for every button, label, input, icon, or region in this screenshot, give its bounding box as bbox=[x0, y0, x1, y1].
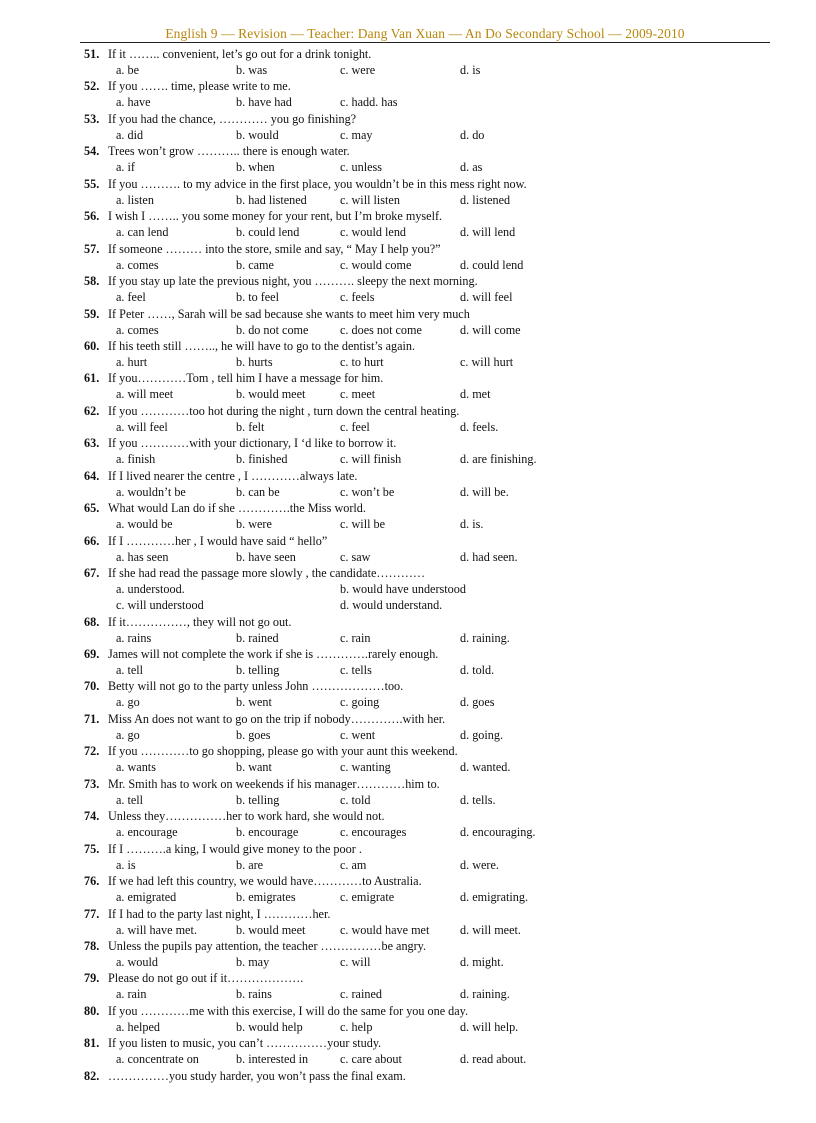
answer-options bbox=[84, 694, 774, 710]
question-item bbox=[84, 678, 774, 710]
answer-options bbox=[84, 759, 774, 775]
question-number: 70. bbox=[84, 679, 100, 694]
question-text: Miss An does not want to go on the trip if nobody………….with her. bbox=[108, 711, 446, 726]
question-stem bbox=[84, 970, 774, 986]
answer-option[interactable]: c. unless bbox=[340, 160, 382, 175]
question-item bbox=[84, 776, 774, 808]
answer-option[interactable]: b. would meet bbox=[236, 387, 306, 402]
question-item bbox=[84, 500, 774, 532]
answer-options bbox=[84, 127, 774, 143]
answer-options bbox=[84, 549, 774, 565]
question-number: 51. bbox=[84, 47, 100, 61]
answer-option[interactable]: b. telling bbox=[236, 792, 280, 807]
question-stem bbox=[84, 241, 774, 257]
answer-option[interactable]: a. will feel bbox=[116, 419, 168, 434]
question-stem bbox=[84, 711, 774, 727]
answer-option[interactable]: d. told. bbox=[460, 663, 495, 678]
answer-option[interactable]: a. comes bbox=[116, 322, 159, 337]
answer-options bbox=[84, 954, 774, 970]
answer-option[interactable]: a. understood. bbox=[116, 582, 185, 596]
answer-option[interactable]: a. tell bbox=[116, 792, 144, 807]
answer-options bbox=[84, 62, 774, 78]
question-item bbox=[84, 403, 774, 435]
answer-options bbox=[84, 727, 774, 743]
question-item bbox=[84, 143, 774, 175]
answer-option[interactable]: a. wants bbox=[116, 760, 156, 775]
answer-option[interactable]: a. wouldn’t be bbox=[116, 484, 186, 499]
answer-option[interactable]: b. can be bbox=[236, 484, 280, 499]
answer-option[interactable]: d. feels. bbox=[460, 419, 499, 434]
question-text: Mr. Smith has to work on weekends if his manager…………him to. bbox=[108, 776, 440, 791]
question-item bbox=[84, 468, 774, 500]
question-text: Betty will not go to the party unless John ………………too. bbox=[108, 679, 404, 694]
question-number: 74. bbox=[84, 809, 100, 824]
question-item bbox=[84, 273, 774, 305]
question-number: 53. bbox=[84, 111, 100, 126]
answer-option[interactable]: a. have bbox=[116, 95, 151, 110]
question-stem bbox=[84, 435, 774, 451]
answer-option[interactable]: d. goes bbox=[460, 695, 495, 710]
answer-option[interactable]: c. wanting bbox=[340, 760, 391, 775]
question-text: If it …….. convenient, let’s go out for a drink tonight. bbox=[108, 47, 372, 61]
question-number: 73. bbox=[84, 776, 100, 791]
answer-option[interactable]: c. rained bbox=[340, 987, 382, 1002]
answer-option[interactable]: c. hadd. has bbox=[340, 95, 398, 110]
answer-option[interactable]: c. help bbox=[340, 1019, 373, 1034]
answer-option[interactable]: d. wanted. bbox=[460, 760, 511, 775]
answer-option[interactable]: b. would meet bbox=[236, 922, 306, 937]
answer-option[interactable]: b. was bbox=[236, 63, 268, 77]
answer-option[interactable]: c. going bbox=[340, 695, 380, 710]
question-stem bbox=[84, 743, 774, 759]
answer-option[interactable]: b. telling bbox=[236, 663, 280, 678]
answer-options bbox=[84, 857, 774, 873]
answer-option[interactable]: c. will bbox=[340, 954, 371, 969]
question-stem bbox=[84, 208, 774, 224]
answer-option[interactable]: b. had listened bbox=[236, 192, 307, 207]
answer-options bbox=[84, 922, 774, 938]
answer-options bbox=[84, 792, 774, 808]
answer-option[interactable]: a. tell bbox=[116, 663, 144, 678]
answer-option[interactable]: c. will hurt bbox=[460, 354, 514, 369]
answer-option[interactable]: a. go bbox=[116, 727, 140, 742]
answer-option[interactable]: b. hurts bbox=[236, 354, 273, 369]
question-number: 59. bbox=[84, 306, 100, 321]
question-number: 78. bbox=[84, 938, 100, 953]
answer-option[interactable]: a. can lend bbox=[116, 225, 169, 240]
answer-option[interactable]: a. encourage bbox=[116, 825, 178, 840]
question-text: If I …………her , I would have said “ hello” bbox=[108, 533, 328, 548]
question-list bbox=[84, 46, 774, 1100]
question-number: 56. bbox=[84, 209, 100, 224]
question-text: If it……………, they will not go out. bbox=[108, 614, 292, 629]
question-number: 67. bbox=[84, 566, 100, 580]
question-text: If you …………me with this exercise, I will do the same for you one day. bbox=[108, 1003, 469, 1018]
answer-option[interactable]: a. if bbox=[116, 160, 135, 175]
answer-option[interactable]: a. will have met. bbox=[116, 922, 197, 937]
answer-option[interactable]: c. am bbox=[340, 857, 367, 872]
answer-option[interactable]: d. had seen. bbox=[460, 549, 518, 564]
answer-options bbox=[84, 1051, 774, 1067]
answer-options bbox=[84, 224, 774, 240]
question-item bbox=[84, 711, 774, 743]
answer-options bbox=[84, 516, 774, 532]
answer-option[interactable]: d. will be. bbox=[460, 484, 509, 499]
answer-option[interactable]: c. rain bbox=[340, 630, 371, 645]
question-item bbox=[84, 306, 774, 338]
question-text: If Peter ……, Sarah will be sad because she wants to meet him very much bbox=[108, 306, 470, 321]
answer-option[interactable]: b. do not come bbox=[236, 322, 309, 337]
answer-options bbox=[84, 159, 774, 175]
question-text: If I lived nearer the centre , I …………always late. bbox=[108, 468, 358, 483]
question-text: If you listen to music, you can’t ……………your study. bbox=[108, 1036, 382, 1051]
question-text: What would Lan do if she ………….the Miss world. bbox=[108, 501, 366, 516]
answer-options bbox=[84, 192, 774, 208]
question-item bbox=[84, 970, 774, 1002]
answer-options bbox=[84, 289, 774, 305]
answer-option[interactable]: d. will come bbox=[460, 322, 521, 337]
answer-option[interactable]: c. went bbox=[340, 727, 376, 742]
question-item bbox=[84, 338, 774, 370]
question-stem bbox=[84, 46, 774, 62]
answer-option[interactable]: a. rains bbox=[116, 630, 152, 645]
answer-option[interactable]: d. met bbox=[460, 387, 491, 402]
question-item bbox=[84, 370, 774, 402]
question-number: 72. bbox=[84, 744, 100, 759]
answer-options bbox=[84, 889, 774, 905]
answer-options bbox=[84, 354, 774, 370]
question-item bbox=[84, 938, 774, 970]
answer-option[interactable]: d. will lend bbox=[460, 225, 516, 240]
question-text: Please do not go out if it………………. bbox=[108, 971, 304, 986]
question-item bbox=[84, 614, 774, 646]
answer-option[interactable]: d. could lend bbox=[460, 257, 524, 272]
answer-option[interactable]: c. may bbox=[340, 127, 373, 142]
answer-option[interactable]: b. goes bbox=[236, 727, 271, 742]
question-stem bbox=[84, 1068, 774, 1084]
question-text: If I ……….a king, I would give money to the poor . bbox=[108, 841, 362, 856]
question-text: Unless they……………her to work hard, she would not. bbox=[108, 809, 385, 824]
question-stem bbox=[84, 468, 774, 484]
question-number: 82. bbox=[84, 1068, 100, 1083]
question-stem bbox=[84, 338, 774, 354]
answer-option[interactable]: d. raining. bbox=[460, 630, 510, 645]
question-stem bbox=[84, 403, 774, 419]
question-stem bbox=[84, 906, 774, 922]
question-item bbox=[84, 743, 774, 775]
answer-option[interactable]: c. would lend bbox=[340, 225, 407, 240]
question-text: I wish I …….. you some money for your rent, but I’m broke myself. bbox=[108, 209, 443, 224]
answer-option[interactable]: a. would bbox=[116, 954, 158, 969]
question-number: 64. bbox=[84, 468, 100, 483]
question-item bbox=[84, 533, 774, 565]
question-text: If you stay up late the previous night, you ………. sleepy the next morning. bbox=[108, 274, 478, 289]
answer-options bbox=[84, 824, 774, 840]
answer-option[interactable]: d. were. bbox=[460, 857, 499, 872]
answer-option[interactable]: d. will help. bbox=[460, 1019, 519, 1034]
answer-option[interactable]: b. rained bbox=[236, 630, 279, 645]
answer-options bbox=[84, 484, 774, 500]
answer-option[interactable]: d. is bbox=[460, 63, 481, 77]
question-number: 58. bbox=[84, 274, 100, 289]
answer-option[interactable]: d. is. bbox=[460, 517, 484, 532]
answer-option[interactable]: c. saw bbox=[340, 549, 371, 564]
question-stem bbox=[84, 306, 774, 322]
question-stem bbox=[84, 78, 774, 94]
answer-option[interactable]: c. would come bbox=[340, 257, 412, 272]
page-header: English 9 — Revision — Teacher: Dang Van Xuan — An Do Secondary School — 2009-2010 bbox=[80, 26, 770, 43]
answer-option[interactable]: d. do bbox=[460, 127, 485, 142]
answer-option[interactable]: d. listened bbox=[460, 192, 511, 207]
answer-options bbox=[84, 386, 774, 402]
answer-option[interactable]: c. will be bbox=[340, 517, 386, 532]
answer-option[interactable]: d. read about. bbox=[460, 1052, 527, 1067]
answer-option[interactable]: d. will feel bbox=[460, 290, 513, 305]
answer-option[interactable]: a. hurt bbox=[116, 354, 148, 369]
question-item bbox=[84, 1003, 774, 1035]
question-item bbox=[84, 78, 774, 110]
answer-options bbox=[84, 986, 774, 1002]
answer-options bbox=[84, 597, 774, 613]
answer-option[interactable]: b. went bbox=[236, 695, 272, 710]
question-stem bbox=[84, 776, 774, 792]
question-number: 60. bbox=[84, 338, 100, 353]
question-stem bbox=[84, 938, 774, 954]
answer-option[interactable]: a. would be bbox=[116, 517, 173, 532]
answer-option[interactable]: c. meet bbox=[340, 387, 376, 402]
answer-option[interactable]: c. care about bbox=[340, 1052, 402, 1067]
answer-option[interactable]: b. came bbox=[236, 257, 274, 272]
question-number: 76. bbox=[84, 874, 100, 889]
answer-option[interactable]: d. encouraging. bbox=[460, 825, 536, 840]
answer-options bbox=[84, 1019, 774, 1035]
answer-option[interactable]: b. have had bbox=[236, 95, 292, 110]
answer-option[interactable]: b. when bbox=[236, 160, 275, 175]
question-number: 75. bbox=[84, 841, 100, 856]
answer-option[interactable]: d. are finishing. bbox=[460, 452, 537, 467]
question-stem bbox=[84, 176, 774, 192]
question-number: 62. bbox=[84, 403, 100, 418]
question-item bbox=[84, 565, 774, 614]
answer-option[interactable]: a. emigrated bbox=[116, 890, 177, 905]
answer-option[interactable]: a. concentrate on bbox=[116, 1052, 199, 1067]
answer-option[interactable]: d. raining. bbox=[460, 987, 510, 1002]
answer-option[interactable]: b. want bbox=[236, 760, 272, 775]
answer-options bbox=[84, 662, 774, 678]
question-stem bbox=[84, 678, 774, 694]
question-stem bbox=[84, 841, 774, 857]
question-text: James will not complete the work if she is ………….rarely enough. bbox=[108, 647, 439, 662]
answer-option[interactable]: b. are bbox=[236, 857, 264, 872]
answer-option[interactable]: a. did bbox=[116, 127, 144, 142]
question-stem bbox=[84, 646, 774, 662]
answer-option[interactable]: a. feel bbox=[116, 290, 146, 305]
answer-option[interactable]: c. emigrate bbox=[340, 890, 395, 905]
answer-option[interactable]: b. rains bbox=[236, 987, 272, 1002]
question-stem bbox=[84, 1003, 774, 1019]
answer-option[interactable]: b. emigrates bbox=[236, 890, 296, 905]
answer-option[interactable]: a. finish bbox=[116, 452, 156, 467]
question-text: If his teeth still …….., he will have to go to the dentist’s again. bbox=[108, 338, 416, 353]
answer-option[interactable]: b. would have understood bbox=[340, 582, 466, 596]
question-number: 57. bbox=[84, 241, 100, 256]
question-item bbox=[84, 1035, 774, 1067]
question-number: 77. bbox=[84, 906, 100, 921]
question-number: 79. bbox=[84, 971, 100, 986]
answer-option[interactable]: c. would have met bbox=[340, 922, 430, 937]
question-text: Trees won’t grow ……….. there is enough water. bbox=[108, 144, 350, 159]
question-item bbox=[84, 808, 774, 840]
answer-option[interactable]: c. will understood bbox=[116, 598, 204, 612]
answer-option[interactable]: c. won’t be bbox=[340, 484, 395, 499]
question-item bbox=[84, 241, 774, 273]
question-text: If you …………too hot during the night , turn down the central heating. bbox=[108, 403, 460, 418]
question-stem bbox=[84, 500, 774, 516]
question-number: 66. bbox=[84, 533, 100, 548]
question-stem bbox=[84, 808, 774, 824]
question-stem bbox=[84, 614, 774, 630]
answer-option[interactable]: c. were bbox=[340, 63, 376, 77]
question-number: 61. bbox=[84, 371, 100, 386]
answer-option[interactable]: d. emigrating. bbox=[460, 890, 529, 905]
answer-option[interactable]: a. has seen bbox=[116, 549, 169, 564]
question-number: 63. bbox=[84, 436, 100, 451]
question-number: 81. bbox=[84, 1036, 100, 1051]
answer-options bbox=[84, 630, 774, 646]
question-number: 80. bbox=[84, 1003, 100, 1018]
answer-options bbox=[84, 257, 774, 273]
question-item bbox=[84, 1068, 774, 1100]
question-number: 55. bbox=[84, 176, 100, 191]
question-text: Unless the pupils pay attention, the teacher ……………be angry. bbox=[108, 938, 427, 953]
answer-option[interactable]: b. felt bbox=[236, 419, 265, 434]
answer-option[interactable]: a. go bbox=[116, 695, 140, 710]
answer-options bbox=[84, 94, 774, 110]
answer-option[interactable]: b. may bbox=[236, 954, 270, 969]
question-text: If you ………. to my advice in the first place, you wouldn’t be in this mess right now. bbox=[108, 176, 527, 191]
question-item bbox=[84, 176, 774, 208]
answer-option[interactable]: c. will listen bbox=[340, 192, 400, 207]
question-text: If you had the chance, ………… you go finishing? bbox=[108, 111, 357, 126]
answer-options bbox=[84, 451, 774, 467]
answer-option[interactable]: c. told bbox=[340, 792, 371, 807]
answer-option[interactable]: c. will finish bbox=[340, 452, 402, 467]
answer-option[interactable]: b. would bbox=[236, 127, 279, 142]
question-number: 52. bbox=[84, 79, 100, 94]
question-number: 69. bbox=[84, 647, 100, 662]
question-number: 68. bbox=[84, 614, 100, 629]
question-text: If we had left this country, we would have…………to Australia. bbox=[108, 874, 422, 889]
question-text: If I had to the party last night, I …………her. bbox=[108, 906, 331, 921]
answer-option[interactable]: a. comes bbox=[116, 257, 159, 272]
question-item bbox=[84, 873, 774, 905]
answer-option[interactable]: b. were bbox=[236, 517, 272, 532]
answer-option[interactable]: b. have seen bbox=[236, 549, 296, 564]
answer-option[interactable]: d. might. bbox=[460, 954, 504, 969]
answer-option[interactable]: c. does not come bbox=[340, 322, 422, 337]
question-item bbox=[84, 208, 774, 240]
answer-option[interactable]: b. encourage bbox=[236, 825, 299, 840]
question-stem bbox=[84, 111, 774, 127]
answer-option[interactable]: a. will meet bbox=[116, 387, 174, 402]
answer-option[interactable]: a. rain bbox=[116, 987, 147, 1002]
answer-option[interactable]: b. to feel bbox=[236, 290, 279, 305]
answer-option[interactable]: d. going. bbox=[460, 727, 503, 742]
answer-option[interactable]: b. interested in bbox=[236, 1052, 309, 1067]
question-text: If you…………Tom , tell him I have a message for him. bbox=[108, 371, 384, 386]
question-item bbox=[84, 841, 774, 873]
answer-option[interactable]: d. as bbox=[460, 160, 483, 175]
question-item bbox=[84, 435, 774, 467]
answer-option[interactable]: a. is bbox=[116, 857, 136, 872]
question-item bbox=[84, 46, 774, 78]
answer-option[interactable]: c. to hurt bbox=[340, 354, 384, 369]
answer-option[interactable]: d. tells. bbox=[460, 792, 496, 807]
question-item bbox=[84, 906, 774, 938]
question-stem bbox=[84, 370, 774, 386]
question-item bbox=[84, 111, 774, 143]
question-text: ……………you study harder, you won’t pass the final exam. bbox=[108, 1068, 406, 1083]
answer-option[interactable]: c. feel bbox=[340, 419, 370, 434]
question-stem bbox=[84, 533, 774, 549]
answer-options bbox=[84, 322, 774, 338]
question-stem bbox=[84, 1035, 774, 1051]
question-stem bbox=[84, 143, 774, 159]
question-text: If she had read the passage more slowly , the candidate………… bbox=[108, 566, 426, 580]
answer-option[interactable]: b. could lend bbox=[236, 225, 300, 240]
question-text: If someone ……… into the store, smile and say, “ May I help you?” bbox=[108, 241, 441, 256]
answer-options bbox=[84, 419, 774, 435]
answer-options bbox=[84, 581, 774, 597]
answer-option[interactable]: a. be bbox=[116, 63, 140, 77]
question-number: 65. bbox=[84, 501, 100, 516]
question-stem bbox=[84, 873, 774, 889]
question-number: 54. bbox=[84, 144, 100, 159]
answer-option[interactable]: c. encourages bbox=[340, 825, 407, 840]
answer-option[interactable]: d. will meet. bbox=[460, 922, 521, 937]
answer-option[interactable]: b. finished bbox=[236, 452, 288, 467]
question-text: If you …………with your dictionary, I ‘d like to borrow it. bbox=[108, 436, 397, 451]
question-number: 71. bbox=[84, 711, 100, 726]
answer-option[interactable]: d. would understand. bbox=[340, 598, 443, 612]
question-text: If you ……. time, please write to me. bbox=[108, 79, 291, 94]
answer-option[interactable]: c. feels bbox=[340, 290, 375, 305]
question-text: If you …………to go shopping, please go with your aunt this weekend. bbox=[108, 744, 458, 759]
answer-option[interactable]: a. listen bbox=[116, 192, 154, 207]
answer-option[interactable]: b. would help bbox=[236, 1019, 303, 1034]
answer-option[interactable]: c. tells bbox=[340, 663, 372, 678]
question-stem bbox=[84, 273, 774, 289]
answer-option[interactable]: a. helped bbox=[116, 1019, 160, 1034]
question-item bbox=[84, 646, 774, 678]
question-stem bbox=[84, 565, 774, 581]
